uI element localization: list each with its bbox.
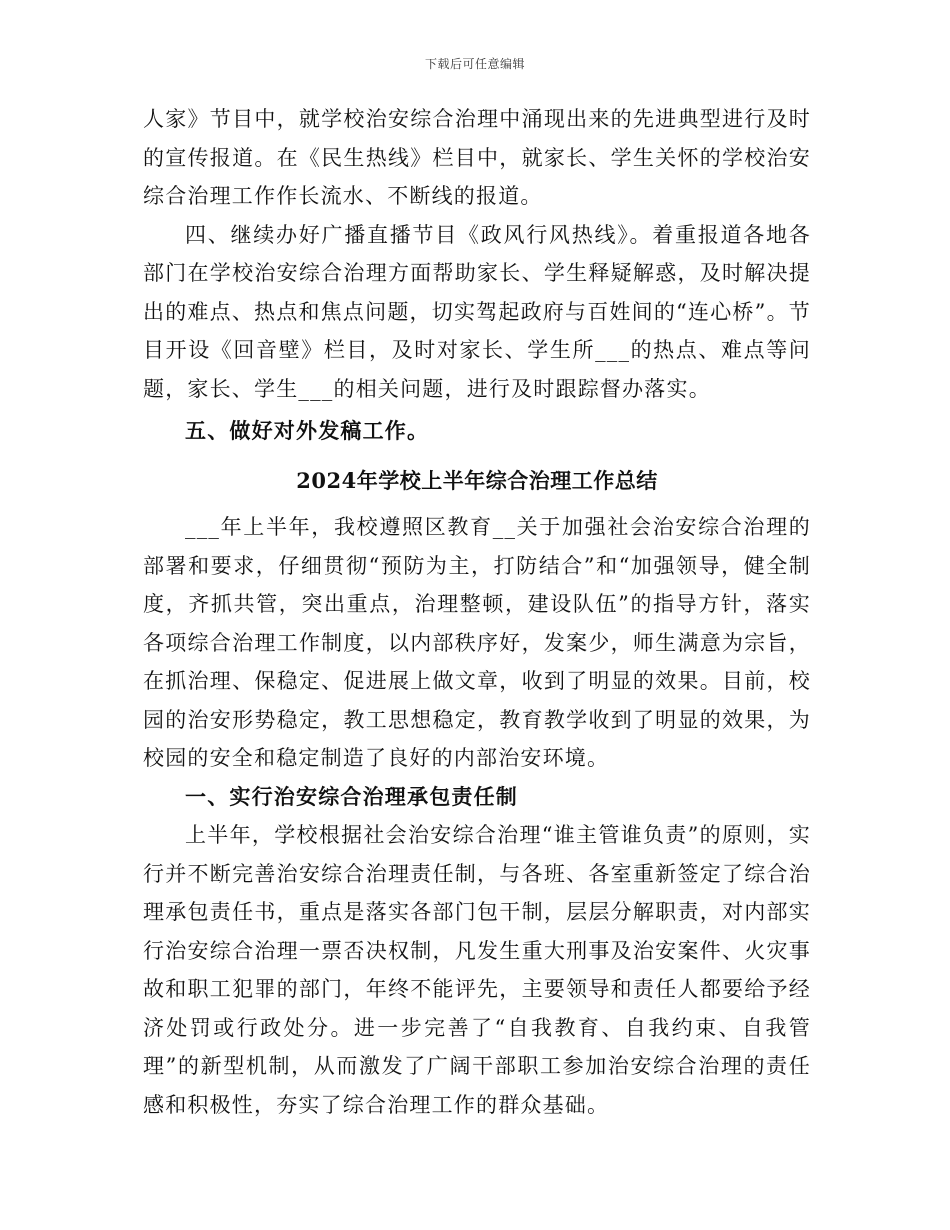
heading-item-five: 五、做好对外发稿工作。: [185, 418, 430, 443]
document-body: [143, 100, 811, 1124]
paragraph-item-four: 四、继续办好广播直播节目《政风行风热线》。着重报道各地各部门在学校治安综合治理方面帮助家长、学生释疑解惑，及时解决提出的难点、热点和焦点问题，切实驾起政府与百姓间的“连心桥”。节目开设《回音壁》栏目，及时对家长、学生所___的热点、难点等问题，家长、学生___的相关问题，进行及时跟踪督办落实。: [143, 222, 811, 401]
paragraph-continued: 人家》节目中，就学校治安综合治理中涌现出来的先进典型进行及时的宣传报道。在《民生热线》栏目中，就家长、学生关怀的学校治安综合治理工作作长流水、不断线的报道。: [143, 107, 811, 208]
header-note: 下载后可任意编辑: [424, 57, 525, 71]
paragraph-intro: ___年上半年，我校遵照区教育__关于加强社会治安综合治理的部署和要求，仔细贯彻“预防为主，打防结合”和“加强领导，健全制度，齐抓共管，突出重点，治理整顿，建设队伍”的指导方针，落实各项综合治理工作制度，以内部秩序好，发案少，师生满意为宗旨，在抓治理、保稳定、促进展上做文章，收到了明显的效果。目前，校园的治安形势稳定，教工思想稳定，教育教学收到了明显的效果，为校园的安全和稳定制造了良好的内部治安环境。: [143, 515, 811, 770]
paragraph-section-one: 上半年，学校根据社会治安综合治理“谁主管谁负责”的原则，实行并不断完善治安综合治理责任制，与各班、各室重新签定了综合治理承包责任书，重点是落实各部门包干制，层层分解职责，对内部实行治安综合治理一票否决权制，凡发生重大刑事及治安案件、火灾事故和职工犯罪的部门，年终不能评先，主要领导和责任人都要给予经济处罚或行政处分。进一步完善了“自我教育、自我约束、自我管理”的新型机制，从而激发了广阔干部职工参加治安综合治理的责任感和积极性，夯实了综合治理工作的群众基础。: [143, 823, 811, 1117]
heading-section-one: 一、实行治安综合治理承包责任制: [185, 783, 518, 809]
document-title: 2024年学校上半年综合治理工作总结: [296, 467, 658, 493]
